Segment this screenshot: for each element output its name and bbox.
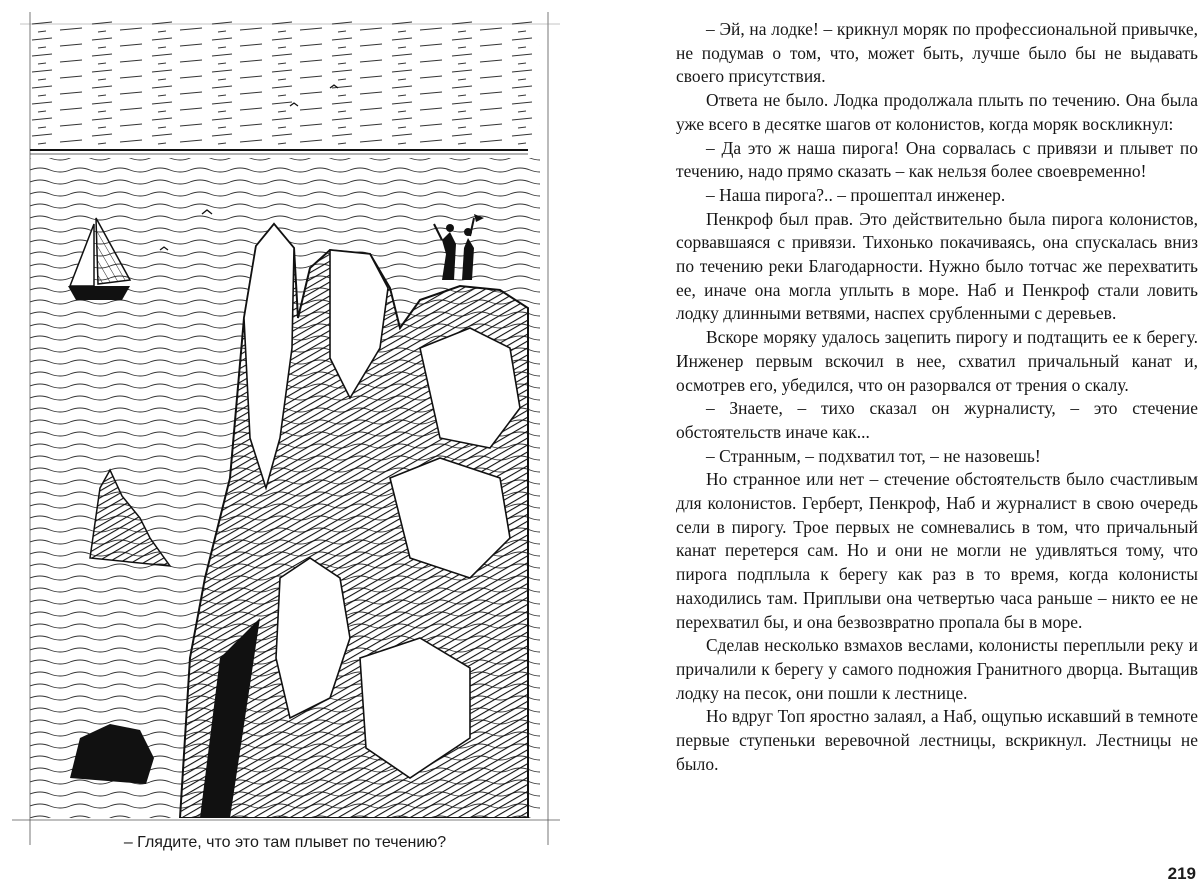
left-page [0, 0, 575, 889]
paragraph: Сделав несколько взмахов веслами, колонисты переплыли реку и причалили к берегу у самого подножия Гранитного дворца. Вытащив лодку на песок, они пошли к лестнице. [676, 635, 1198, 703]
paragraph: – Странным, – подхватил тот, – не назовешь! [706, 445, 1041, 466]
paragraph: Но странное или нет – стечение обстоятельств было счастливым для колонистов. Герберт, Пенкроф, Наб и журналист в свою очередь сели в пирогу. Трое первых не сомневались в том, что причальный канат перетерся сам. Но и они не могли не удивляться тому, что пирога подплыла к берегу как раз в то время, когда колонисты находились там. Приплыви она четвертью часа раньше – никто ее не перехватил бы, и она безвозвратно пропала бы в море. [676, 469, 1198, 632]
illustration-caption: – Глядите, что это там плывет по течению? [123, 834, 447, 851]
paragraph: – Эй, на лодке! – крикнул моряк по профессиональной привычке, не подумав о том, что, может быть, лучше было бы не выдавать своего присутствия. [676, 19, 1198, 87]
paragraph: Вскоре моряку удалось зацепить пирогу и подтащить ее к берегу. Инженер первым вскочил в нее, схватил причальный канат и, осмотрев его, убедился, что он разорвался от трения о скалу. [676, 327, 1198, 395]
sky [30, 18, 540, 148]
engraving-illustration [30, 18, 540, 818]
body-text [676, 18, 1198, 777]
paragraph: – Знаете, – тихо сказал он журналисту, – это стечение обстоятельств иначе как... [676, 398, 1198, 442]
right-page [676, 18, 1198, 868]
paragraph: – Да это ж наша пирога! Она сорвалась с привязи и плывет по течению, надо прямо сказать – как нельзя более своевременно! [676, 137, 1198, 182]
paragraph: Ответа не было. Лодка продолжала плыть по течению. Она была уже всего в десятке шагов от колонистов, когда моряк воскликнул: [676, 90, 1198, 134]
paragraph: Но вдруг Топ яростно залаял, а Наб, ощупью искавший в темноте первые ступеньки веревочной лестницы, вскрикнул. Лестницы не было. [676, 706, 1198, 774]
paragraph: – Наша пирога?.. – прошептал инженер. [706, 184, 1006, 205]
page-number: 219 [1167, 864, 1196, 883]
paragraph: Пенкроф был прав. Это действительно была пирога колонистов, сорвавшаяся с привязи. Тихонько покачиваясь, она спускалась вниз по течению реки Благодарности. Нужно было тотчас же перехватить ее, иначе она могла уплыть в море. Наб и Пенкроф стали ловить лодку длинными ветвями, наспех срубленными с деревьев. [676, 208, 1198, 324]
